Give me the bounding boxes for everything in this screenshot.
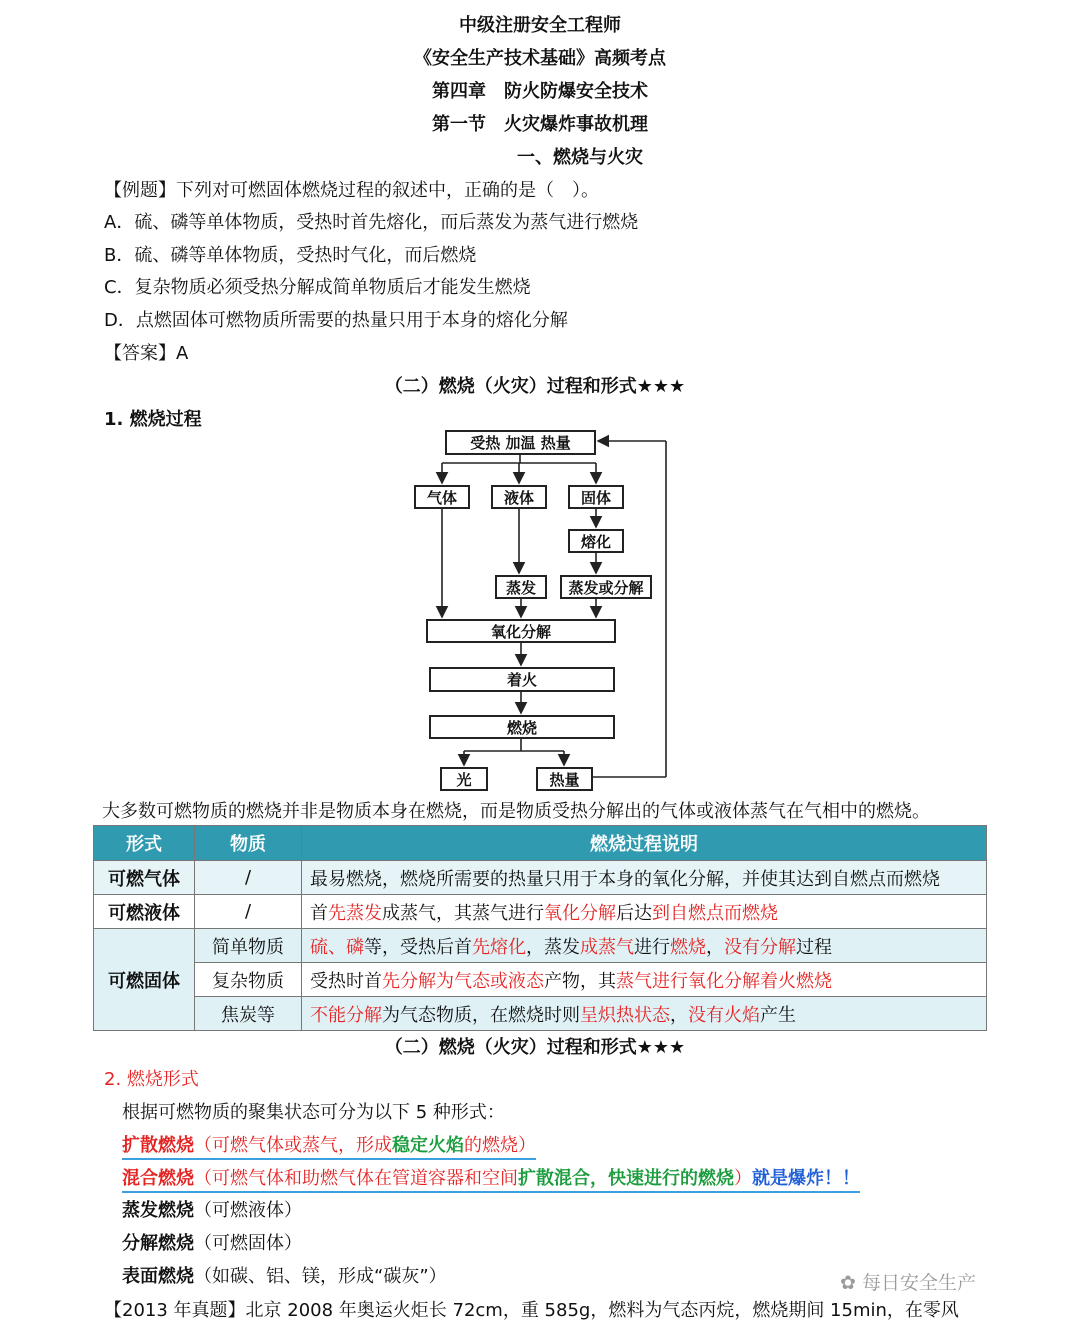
chapter-title: 第四章 防火防爆安全技术 bbox=[432, 81, 648, 102]
highlight-text: 没有分解 bbox=[724, 936, 796, 958]
text-run: 受热时首 bbox=[310, 970, 382, 992]
text-run: 等，受热后首 bbox=[364, 936, 472, 958]
highlight-text: 先分解为气态或液态 bbox=[382, 970, 544, 992]
form-mixed bbox=[122, 1164, 860, 1190]
combustion-forms-heading: 2. 燃烧形式 bbox=[104, 1069, 199, 1090]
flow-liquid-box: 液体 bbox=[491, 485, 547, 509]
highlight-text: 扩散混合，快速进行的燃烧 bbox=[518, 1168, 734, 1189]
text-run: 产生 bbox=[760, 1004, 796, 1026]
flow-heat-box: 受热 加温 热量 bbox=[445, 430, 596, 455]
form-term: 表面燃烧 bbox=[122, 1266, 194, 1287]
cell-substance: / bbox=[195, 895, 302, 929]
flow-gas-box: 气体 bbox=[414, 485, 470, 509]
summary-text: 大多数可燃物质的燃烧并非是物质本身在燃烧，而是物质受热分解出的气体或液体蒸气在气相中的燃烧。 bbox=[102, 801, 930, 822]
cell-description bbox=[302, 895, 987, 929]
highlight-text: 氧化分解 bbox=[544, 902, 616, 924]
cell-description bbox=[302, 963, 987, 997]
table-header-substance: 物质 bbox=[195, 826, 302, 861]
section-title: 第一节 火灾爆炸事故机理 bbox=[432, 114, 648, 135]
highlight-text: 到自燃点而燃烧 bbox=[652, 902, 778, 924]
example-question: 【例题】下列对可燃固体燃烧过程的叙述中，正确的是（ ）。 bbox=[104, 180, 599, 201]
table-row bbox=[94, 895, 987, 929]
flow-solid-box: 固体 bbox=[568, 485, 624, 509]
form-evaporation bbox=[122, 1196, 302, 1222]
combustion-flowchart bbox=[400, 425, 680, 795]
flow-ignite-box: 着火 bbox=[429, 667, 615, 692]
text-run: ，蒸发 bbox=[526, 936, 580, 958]
text-run: 进行 bbox=[634, 936, 670, 958]
text-run: ） bbox=[734, 1168, 752, 1189]
form-decomposition bbox=[122, 1229, 302, 1255]
highlight-text: 先熔化 bbox=[472, 936, 526, 958]
option-c: C．复杂物质必须受热分解成简单物质后才能发生燃烧 bbox=[104, 277, 531, 298]
subsection-title: 一、燃烧与火灾 bbox=[517, 147, 643, 168]
form-diffusion bbox=[122, 1131, 536, 1157]
text-run: 为气态物质，在燃烧时则 bbox=[382, 1004, 580, 1026]
text-run: （可燃液体） bbox=[194, 1200, 302, 1221]
wechat-icon: ✿ bbox=[840, 1272, 856, 1294]
flow-evap-decomp-box: 蒸发或分解 bbox=[560, 575, 652, 599]
text-run: （可燃气体和助燃气体在管道容器和空间 bbox=[194, 1168, 518, 1189]
cell-substance: 复杂物质 bbox=[195, 963, 302, 997]
cell-description bbox=[302, 929, 987, 963]
combustion-process-heading: 1. 燃烧过程 bbox=[104, 409, 202, 430]
text-run: （可燃固体） bbox=[194, 1233, 302, 1254]
flowchart-connectors bbox=[400, 425, 680, 795]
table-row bbox=[94, 963, 987, 997]
table-row bbox=[94, 997, 987, 1031]
doc-title: 中级注册安全工程师 bbox=[459, 15, 621, 36]
highlight-text: 呈炽热状态 bbox=[580, 1004, 670, 1026]
cell-form: 可燃固体 bbox=[94, 929, 195, 1031]
text-run: 成蒸气，其蒸气进行 bbox=[382, 902, 544, 924]
highlight-text: 就是爆炸！！ bbox=[752, 1168, 860, 1189]
cell-substance: 焦炭等 bbox=[195, 997, 302, 1031]
section-heading-process: （二）燃烧（火灾）过程和形式★★★ bbox=[384, 376, 686, 397]
highlight-text: 没有火焰 bbox=[688, 1004, 760, 1026]
combustion-table bbox=[93, 825, 987, 1031]
doc-subtitle: 《安全生产技术基础》高频考点 bbox=[414, 48, 666, 69]
watermark-text: 每日安全生产 bbox=[861, 1272, 976, 1294]
table-header-form: 形式 bbox=[94, 826, 195, 861]
cell-form: 可燃液体 bbox=[94, 895, 195, 929]
text-run: 后达 bbox=[616, 902, 652, 924]
flow-light-box: 光 bbox=[440, 767, 488, 791]
text-run: 产物，其 bbox=[544, 970, 616, 992]
text-run: （如碳、铝、镁，形成“碳灰”） bbox=[194, 1266, 447, 1287]
flow-evap-box: 蒸发 bbox=[495, 575, 547, 599]
text-run: （可燃气体或蒸气，形成 bbox=[194, 1135, 392, 1156]
form-term: 分解燃烧 bbox=[122, 1233, 194, 1254]
highlight-text: 不能分解 bbox=[310, 1004, 382, 1026]
highlight-text: 先蒸发 bbox=[328, 902, 382, 924]
form-term: 扩散燃烧 bbox=[122, 1135, 194, 1156]
table-row bbox=[94, 929, 987, 963]
flow-oxidation-box: 氧化分解 bbox=[426, 619, 616, 643]
text-run: 过程 bbox=[796, 936, 832, 958]
text-run: 的燃烧） bbox=[464, 1135, 536, 1156]
flow-melt-box: 熔化 bbox=[568, 529, 624, 553]
flow-burn-box: 燃烧 bbox=[429, 715, 615, 739]
exam-question: 【2013 年真题】北京 2008 年奥运火炬长 72cm，重 585g，燃料为气态丙烷，燃烧期间 15min，在零风 bbox=[104, 1300, 959, 1321]
option-b: B．硫、磷等单体物质，受热时气化，而后燃烧 bbox=[104, 245, 477, 266]
watermark bbox=[840, 1268, 976, 1295]
cell-description: 最易燃烧，燃烧所需要的热量只用于本身的氧化分解，并使其达到自燃点而燃烧 bbox=[302, 861, 987, 895]
option-a: A．硫、磷等单体物质，受热时首先熔化，而后蒸发为蒸气进行燃烧 bbox=[104, 212, 639, 233]
highlight-text: 硫、磷 bbox=[310, 936, 364, 958]
table-row bbox=[94, 861, 987, 895]
table-header-description: 燃烧过程说明 bbox=[302, 826, 987, 861]
section-heading-forms: （二）燃烧（火灾）过程和形式★★★ bbox=[384, 1037, 686, 1058]
text-run: 首 bbox=[310, 902, 328, 924]
highlight-text: 燃烧 bbox=[670, 936, 706, 958]
form-term: 蒸发燃烧 bbox=[122, 1200, 194, 1221]
highlight-text: 成蒸气 bbox=[580, 936, 634, 958]
form-surface bbox=[122, 1262, 447, 1288]
cell-substance: / bbox=[195, 861, 302, 895]
cell-substance: 简单物质 bbox=[195, 929, 302, 963]
forms-intro: 根据可燃物质的聚集状态可分为以下 5 种形式： bbox=[122, 1102, 505, 1123]
text-run: ， bbox=[670, 1004, 688, 1026]
highlight-text: 稳定火焰 bbox=[392, 1135, 464, 1156]
answer: 【答案】A bbox=[104, 343, 189, 364]
highlight-text: 蒸气进行氧化分解着火燃烧 bbox=[616, 970, 832, 992]
flow-heat-out-box: 热量 bbox=[536, 767, 593, 791]
text-run: ， bbox=[706, 936, 724, 958]
option-d: D．点燃固体可燃物质所需要的热量只用于本身的熔化分解 bbox=[104, 310, 568, 331]
cell-form: 可燃气体 bbox=[94, 861, 195, 895]
cell-description bbox=[302, 997, 987, 1031]
form-term: 混合燃烧 bbox=[122, 1168, 194, 1189]
